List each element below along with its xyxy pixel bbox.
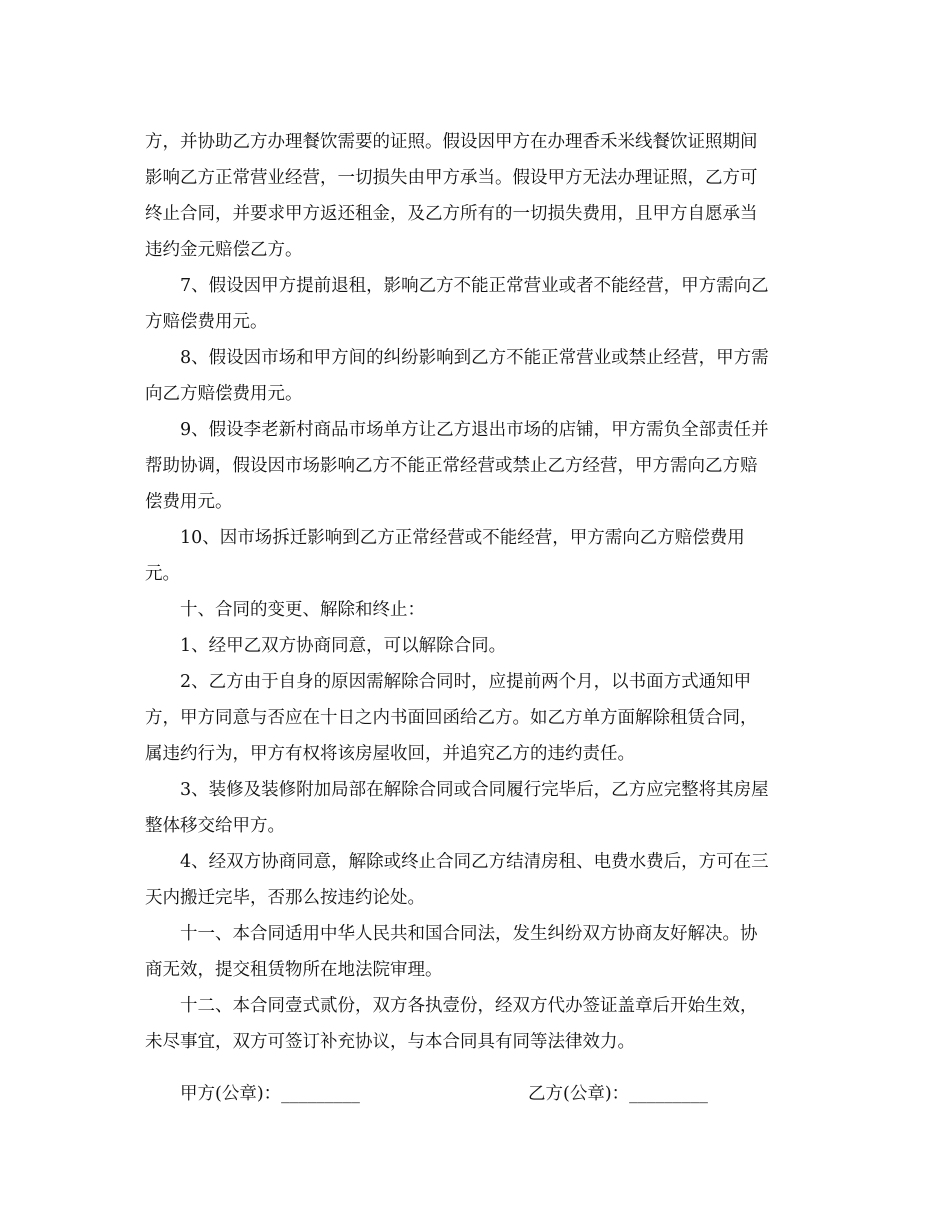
paragraph-line: 终止合同，并要求甲方返还租金，及乙方所有的一切损失费用，且甲方自愿承当 xyxy=(145,204,758,224)
signature-row xyxy=(180,1076,810,1112)
clause-7-line: 方赔偿费用元。 xyxy=(145,312,268,332)
clause-9-line: 偿费用元。 xyxy=(145,492,233,512)
clause-10-line: 10、因市场拆迁影响到乙方正常经营或不能经营，甲方需向乙方赔偿费用 xyxy=(180,528,745,548)
paragraph-line: 影响乙方正常营业经营，一切损失由甲方承当。假设甲方无法办理证照，乙方可 xyxy=(145,168,758,188)
item-1-line: 1、经甲乙双方协商同意，可以解除合同。 xyxy=(180,636,507,656)
section-11-line: 商无效，提交租赁物所在地法院审理。 xyxy=(145,960,443,980)
item-3-line: 3、装修及装修附加局部在解除合同或合同履行完毕后，乙方应完整将其房屋 xyxy=(180,780,769,800)
clause-8-line: 8、假设因市场和甲方间的纠纷影响到乙方不能正常营业或禁止经营，甲方需 xyxy=(180,348,769,368)
clause-8-line: 向乙方赔偿费用元。 xyxy=(145,384,303,404)
contract-body xyxy=(145,124,810,1060)
section-12-line: 未尽事宜，双方可签订补充协议，与本合同具有同等法律效力。 xyxy=(145,1032,635,1052)
paragraph-line: 方，并协助乙方办理餐饮需要的证照。假设因甲方在办理香禾米线餐饮证照期间 xyxy=(145,132,758,152)
section-heading: 十、合同的变更、解除和终止： xyxy=(180,600,425,620)
section-12-line: 十二、本合同壹式贰份，双方各执壹份，经双方代办签证盖章后开始生效， xyxy=(180,996,758,1016)
clause-9-line: 帮助协调，假设因市场影响乙方不能正常经营或禁止乙方经营，甲方需向乙方赔 xyxy=(145,456,758,476)
item-3-line: 整体移交给甲方。 xyxy=(145,816,285,836)
section-11-line: 十一、本合同适用中华人民共和国合同法，发生纠纷双方协商友好解决。协 xyxy=(180,924,758,944)
item-4-line: 4、经双方协商同意，解除或终止合同乙方结清房租、电费水费后，方可在三 xyxy=(180,852,769,872)
item-4-line: 天内搬迁完毕，否那么按违约论处。 xyxy=(145,888,425,908)
clause-7-line: 7、假设因甲方提前退租，影响乙方不能正常营业或者不能经营，甲方需向乙 xyxy=(180,276,769,296)
clause-10-line: 元。 xyxy=(145,564,180,584)
item-2-line: 2、乙方由于自身的原因需解除合同时，应提前两个月，以书面方式通知甲 xyxy=(180,672,752,692)
paragraph-line: 违约金元赔偿乙方。 xyxy=(145,240,303,260)
clause-9-line: 9、假设李老新村商品市场单方让乙方退出市场的店铺，甲方需负全部责任并 xyxy=(180,420,769,440)
item-2-line: 方，甲方同意与否应在十日之内书面回函给乙方。如乙方单方面解除租赁合同， xyxy=(145,708,758,728)
item-2-line: 属违约行为，甲方有权将该房屋收回，并追究乙方的违约责任。 xyxy=(145,744,635,764)
party-b-signature: 乙方(公章)：_________ xyxy=(528,1084,708,1104)
party-a-signature: 甲方(公章)：_________ xyxy=(180,1084,360,1104)
